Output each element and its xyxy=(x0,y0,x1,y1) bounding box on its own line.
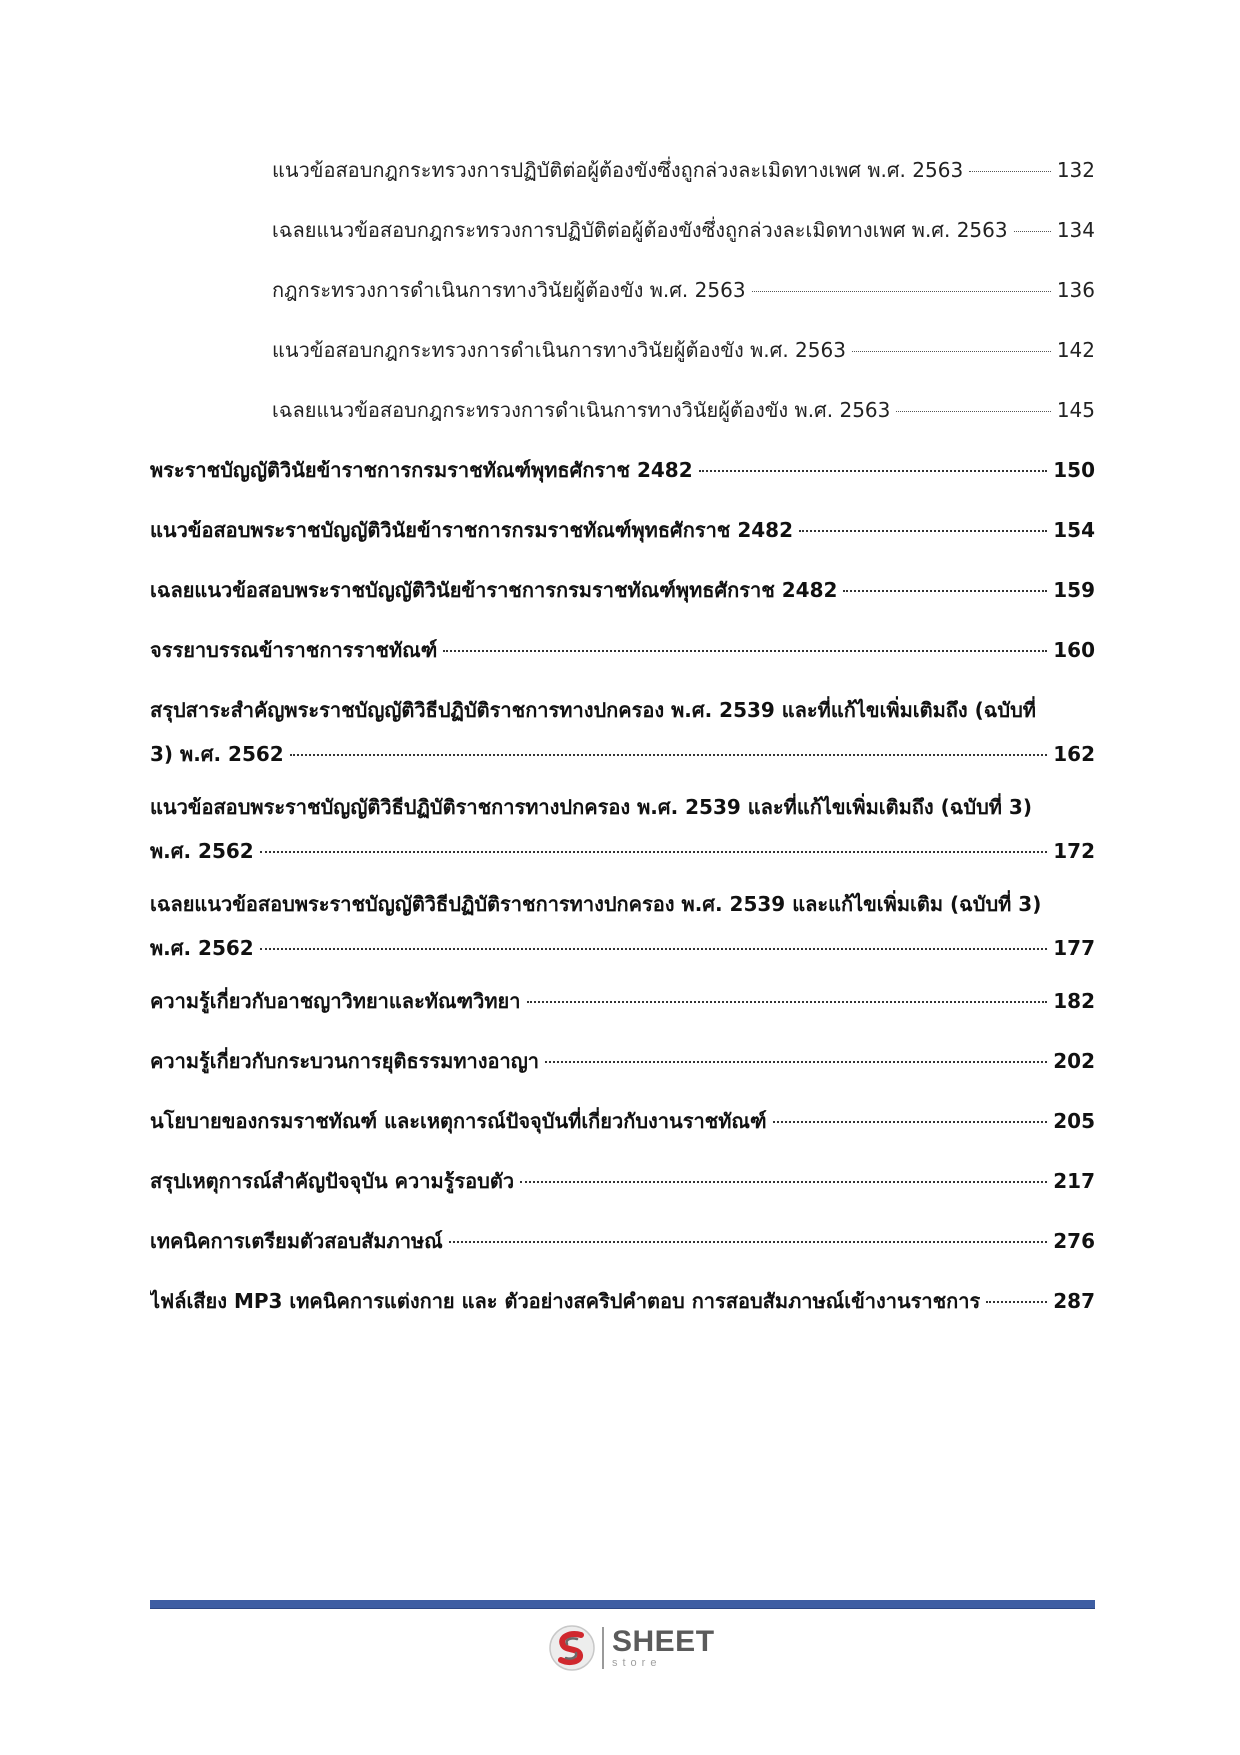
toc-entry[interactable] xyxy=(150,882,1095,970)
toc-entry[interactable] xyxy=(150,575,1095,605)
toc-entry-title: เทคนิคการเตรียมตัวสอบสัมภาษณ์ xyxy=(150,1229,443,1253)
toc-entry-title-line1: แนวข้อสอบพระราชบัญญัติวิธีปฏิบัติราชการทางปกครอง พ.ศ. 2539 และที่แก้ไขเพิ่มเติมถึง (ฉบับที่ 3) xyxy=(150,795,1032,819)
toc-entry[interactable] xyxy=(150,1286,1095,1316)
toc-page-number: 142 xyxy=(1056,338,1095,362)
toc-page-number: 136 xyxy=(1056,278,1095,302)
toc-page-number: 287 xyxy=(1053,1289,1095,1313)
logo-word: SHEET xyxy=(612,1625,715,1658)
toc-entry-title: จรรยาบรรณข้าราชการราชทัณฑ์ xyxy=(150,638,438,662)
toc-sub-entry[interactable] xyxy=(150,215,1095,245)
toc-entry-title-line2: พ.ศ. 2562 xyxy=(150,839,254,863)
toc-page-number: 276 xyxy=(1053,1229,1095,1253)
logo-subword: store xyxy=(612,1657,662,1669)
dot-leader xyxy=(799,530,1047,532)
toc-entry[interactable] xyxy=(150,1046,1095,1076)
dot-leader xyxy=(896,411,1050,412)
toc-sub-entry[interactable] xyxy=(150,335,1095,365)
toc-sub-entry[interactable] xyxy=(150,275,1095,305)
dot-leader xyxy=(752,291,1051,292)
sheet-store-logo-icon xyxy=(548,1624,596,1672)
toc-entry-title: ไฟล์เสียง MP3 เทคนิคการแต่งกาย และ ตัวอย่างสคริปคำตอบ การสอบสัมภาษณ์เข้างานราชการ xyxy=(150,1289,981,1313)
toc-entry-title: แนวข้อสอบกฎกระทรวงการดำเนินการทางวินัยผู้ต้องขัง พ.ศ. 2563 xyxy=(272,338,846,362)
toc-entry-title: กฎกระทรวงการดำเนินการทางวินัยผู้ต้องขัง พ.ศ. 2563 xyxy=(272,278,746,302)
dot-leader xyxy=(1014,231,1051,232)
toc-entry-title-line2: 3) พ.ศ. 2562 xyxy=(150,742,284,766)
dot-leader xyxy=(260,851,1048,853)
toc-sub-entry[interactable] xyxy=(150,395,1095,425)
toc-entry-title: เฉลยแนวข้อสอบกฎกระทรวงการดำเนินการทางวินัยผู้ต้องขัง พ.ศ. 2563 xyxy=(272,398,891,422)
dot-leader xyxy=(986,1301,1047,1303)
toc-page-number: 177 xyxy=(1053,936,1095,960)
dot-leader xyxy=(545,1061,1047,1063)
toc-entry-title: พระราชบัญญัติวินัยข้าราชการกรมราชทัณฑ์พุทธศักราช 2482 xyxy=(150,458,693,482)
logo-wordmark xyxy=(612,1627,715,1669)
toc-entry-title: ความรู้เกี่ยวกับอาชญาวิทยาและทัณฑวิทยา xyxy=(150,989,521,1013)
toc-entry-title: แนวข้อสอบกฎกระทรวงการปฏิบัติต่อผู้ต้องขังซึ่งถูกล่วงละเมิดทางเพศ พ.ศ. 2563 xyxy=(272,158,964,182)
toc-page-number: 159 xyxy=(1053,578,1095,602)
toc-entry-title: เฉลยแนวข้อสอบกฎกระทรวงการปฏิบัติต่อผู้ต้องขังซึ่งถูกล่วงละเมิดทางเพศ พ.ศ. 2563 xyxy=(272,218,1008,242)
toc-page-number: 150 xyxy=(1053,458,1095,482)
toc-entry-title: แนวข้อสอบพระราชบัญญัติวินัยข้าราชการกรมราชทัณฑ์พุทธศักราช 2482 xyxy=(150,518,793,542)
toc-entry-title: ความรู้เกี่ยวกับกระบวนการยุติธรรมทางอาญา xyxy=(150,1049,540,1073)
toc-page-number: 145 xyxy=(1056,398,1095,422)
dot-leader xyxy=(520,1181,1047,1183)
toc-page-number: 202 xyxy=(1053,1049,1095,1073)
toc-page-number: 160 xyxy=(1053,638,1095,662)
dot-leader xyxy=(773,1121,1048,1123)
toc-entry-title-line1: เฉลยแนวข้อสอบพระราชบัญญัติวิธีปฏิบัติราชการทางปกครอง พ.ศ. 2539 และแก้ไขเพิ่มเติม (ฉบับที่ 3) xyxy=(150,892,1042,916)
toc-entry[interactable] xyxy=(150,635,1095,665)
toc-entry-title: นโยบายของกรมราชทัณฑ์ และเหตุการณ์ปัจจุบันที่เกี่ยวกับงานราชทัณฑ์ xyxy=(150,1109,767,1133)
toc-sub-entry[interactable] xyxy=(150,155,1095,185)
dot-leader xyxy=(527,1001,1048,1003)
toc-entry[interactable] xyxy=(150,455,1095,485)
toc-entry[interactable] xyxy=(150,688,1095,776)
toc-entry-title: สรุปเหตุการณ์สำคัญปัจจุบัน ความรู้รอบตัว xyxy=(150,1169,515,1193)
toc-entry[interactable] xyxy=(150,785,1095,873)
footer-divider-bar xyxy=(150,1600,1095,1609)
toc-page-number: 154 xyxy=(1053,518,1095,542)
sheet-store-logo xyxy=(548,1622,715,1674)
toc-entry[interactable] xyxy=(150,986,1095,1016)
toc-entry[interactable] xyxy=(150,1106,1095,1136)
toc-entry-title-line2: พ.ศ. 2562 xyxy=(150,936,254,960)
dot-leader xyxy=(843,590,1047,592)
toc-entry-title: เฉลยแนวข้อสอบพระราชบัญญัติวินัยข้าราชการกรมราชทัณฑ์พุทธศักราช 2482 xyxy=(150,578,838,602)
toc-entry[interactable] xyxy=(150,1226,1095,1256)
dot-leader xyxy=(443,650,1047,652)
dot-leader xyxy=(969,171,1051,172)
toc-page-number: 182 xyxy=(1053,989,1095,1013)
toc-page-number: 205 xyxy=(1053,1109,1095,1133)
toc-page-number: 132 xyxy=(1056,158,1095,182)
dot-leader xyxy=(260,948,1048,950)
toc-page-number: 162 xyxy=(1053,742,1095,766)
toc-page-number: 217 xyxy=(1053,1169,1095,1193)
toc-page-number: 172 xyxy=(1053,839,1095,863)
dot-leader xyxy=(699,470,1048,472)
dot-leader xyxy=(290,754,1048,756)
toc-entry-title-line1: สรุปสาระสำคัญพระราชบัญญัติวิธีปฏิบัติราชการทางปกครอง พ.ศ. 2539 และที่แก้ไขเพิ่มเติมถึง (ฉบับที่ xyxy=(150,698,1036,722)
toc-entry[interactable] xyxy=(150,515,1095,545)
dot-leader xyxy=(449,1241,1048,1243)
logo-separator xyxy=(602,1627,604,1669)
table-of-contents xyxy=(150,155,1095,1346)
toc-entry[interactable] xyxy=(150,1166,1095,1196)
dot-leader xyxy=(852,351,1051,352)
toc-page-number: 134 xyxy=(1056,218,1095,242)
